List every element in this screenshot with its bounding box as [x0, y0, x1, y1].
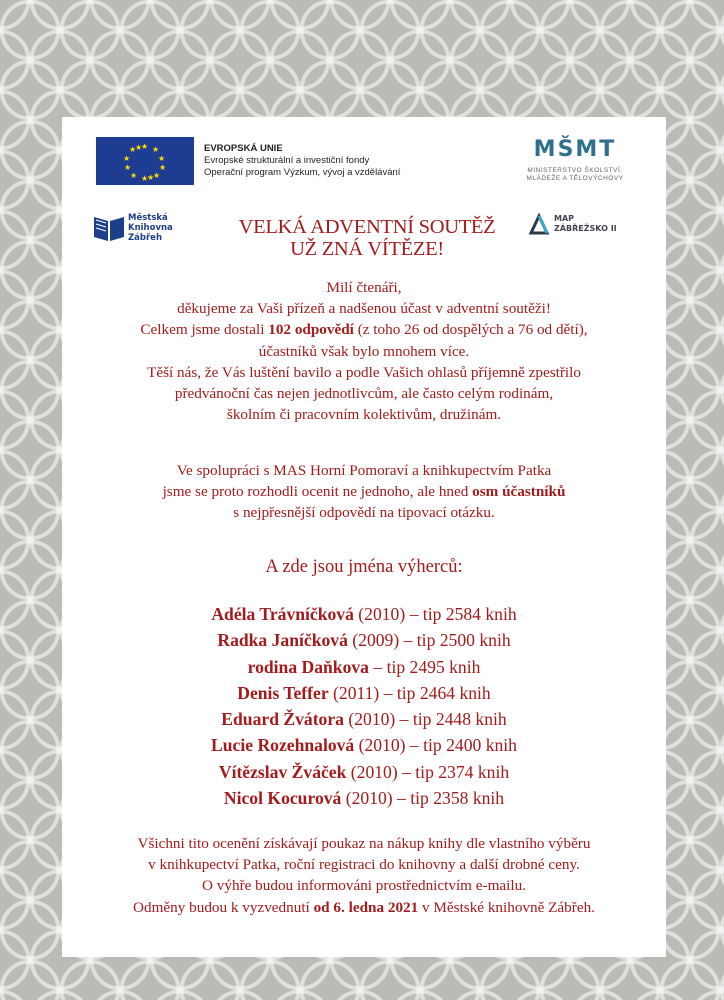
winner-row: [62, 732, 666, 758]
thanks-line: děkujeme za Vaši přízeň a nadšenou účast v adventní soutěži!: [177, 300, 551, 318]
winner-row: [62, 680, 666, 706]
winner-detail: (2010) – tip 2448 knih: [343, 709, 507, 730]
map-logo-line2: ZÁBŘEŽSKO II: [554, 224, 617, 233]
winners-heading: A zde jsou jména výherců:: [265, 557, 463, 577]
library-logo-text: [128, 213, 173, 243]
map-logo-line1: MAP: [554, 214, 575, 223]
partners-line2-pre: jsme se proto rozhodli ocenit ne jednoho, ale hned: [162, 483, 473, 501]
eu-text: [204, 143, 400, 179]
msmt-logo: MŠMT: [533, 137, 617, 162]
winner-detail: (2010) – tip 2358 knih: [341, 788, 505, 809]
intro-block: [62, 277, 666, 425]
title-line1: VELKÁ ADVENTNÍ SOUTĚŽ: [238, 216, 496, 238]
partners-line1: Ve spolupráci s MAS Horní Pomoraví a knihkupectvím Patka: [176, 462, 552, 479]
open-book-icon: [92, 211, 126, 245]
total-pre: Celkem jsme dostali: [140, 321, 269, 339]
pickup-date: od 6. ledna 2021: [313, 898, 419, 916]
msmt-logo-block: [500, 137, 650, 183]
total-post: (z toho 26 od dospělých a 76 od dětí),: [353, 321, 588, 339]
winner-row: [62, 785, 666, 811]
closing-line4: [62, 897, 666, 918]
library-logo-line3: Zábřeh: [128, 233, 162, 243]
winner-row: [62, 601, 666, 627]
eu-line3: Operační program Výzkum, vývoj a vzdělávání: [204, 167, 401, 178]
winner-detail: (2009) – tip 2500 knih: [347, 630, 511, 651]
participants-line: účastníků však bylo mnohem více.: [258, 342, 470, 360]
winner-name: Nicol Kocurová: [223, 788, 342, 809]
winner-name: Adéla Trávníčková: [211, 604, 354, 624]
intro-p2: předvánoční čas nejen jednotlivcům, ale často celým rodinám,: [174, 385, 554, 403]
library-logo: [92, 211, 173, 245]
winner-name: Radka Janíčková: [217, 630, 348, 651]
closing-line3: O výhře budou informováni prostřednictvím e-mailu.: [202, 877, 526, 895]
greeting: Milí čtenáři,: [326, 279, 402, 296]
winner-row: [62, 759, 666, 785]
closing-block: [62, 833, 666, 918]
map-logo-text: [554, 214, 617, 234]
eu-flag-icon: ★ ★ ★ ★ ★ ★ ★ ★ ★ ★ ★ ★: [96, 137, 194, 185]
closing-line2: v knihkupectví Patka, roční registraci do knihovny a další drobné ceny.: [148, 856, 580, 874]
winner-row: [62, 706, 666, 732]
closing-line4-post: v Městské knihovně Zábřeh.: [418, 898, 595, 916]
intro-p1: Těší nás, že Vás luštění bavilo a podle Vašich ohlasů příjemně zpestřilo: [147, 363, 581, 381]
partners-line3: s nejpřesnější odpovědí na tipovací otázku.: [233, 504, 495, 522]
library-logo-line1: Městská: [128, 213, 168, 223]
winners-list: [62, 601, 666, 811]
total-line: [62, 319, 666, 340]
page-title: [212, 216, 522, 260]
winner-name: Eduard Žvátora: [221, 709, 344, 730]
eu-logo-block: [96, 137, 400, 185]
total-count: 102 odpovědí: [268, 321, 354, 339]
closing-line1: Všichni tito ocenění získávají poukaz na nákup knihy dle vlastního výběru: [137, 835, 591, 852]
map-triangle-icon: [528, 213, 550, 235]
eu-title: EVROPSKÁ UNIE: [204, 143, 283, 154]
closing-line4-pre: Odměny budou k vyzvednutí: [133, 898, 314, 916]
winner-row: [62, 627, 666, 653]
winner-detail: (2011) – tip 2464 knih: [328, 682, 491, 703]
poster-card: [62, 117, 666, 957]
winner-name: Vítězslav Žváček: [218, 761, 347, 782]
winner-detail: (2010) – tip 2374 knih: [346, 761, 510, 782]
partners-count: osm účastníků: [472, 483, 566, 501]
winner-name: Lucie Rozehnalová: [211, 735, 355, 756]
winner-detail: – tip 2495 knih: [368, 656, 481, 677]
winner-detail: (2010) – tip 2584 knih: [353, 604, 517, 624]
partners-line2: [62, 481, 666, 502]
winner-name: rodina Daňkova: [247, 656, 369, 677]
partners-block: [62, 460, 666, 524]
winner-row: [62, 654, 666, 680]
winner-detail: (2010) – tip 2400 knih: [354, 735, 517, 756]
eu-line2: Evropské strukturální a investiční fondy: [204, 155, 370, 166]
library-logo-line2: Knihovna: [128, 223, 173, 233]
title-line2: UŽ ZNÁ VÍTĚZE!: [290, 238, 444, 260]
map-logo: [528, 213, 617, 235]
winner-name: Denis Teffer: [237, 682, 329, 703]
msmt-line1: MINISTERSTVO ŠKOLSTVÍ,: [527, 167, 623, 174]
msmt-line2: MLÁDEŽE A TĚLOVÝCHOVY: [526, 175, 624, 182]
intro-p3: školním či pracovním kolektivům, družinám.: [226, 406, 502, 424]
